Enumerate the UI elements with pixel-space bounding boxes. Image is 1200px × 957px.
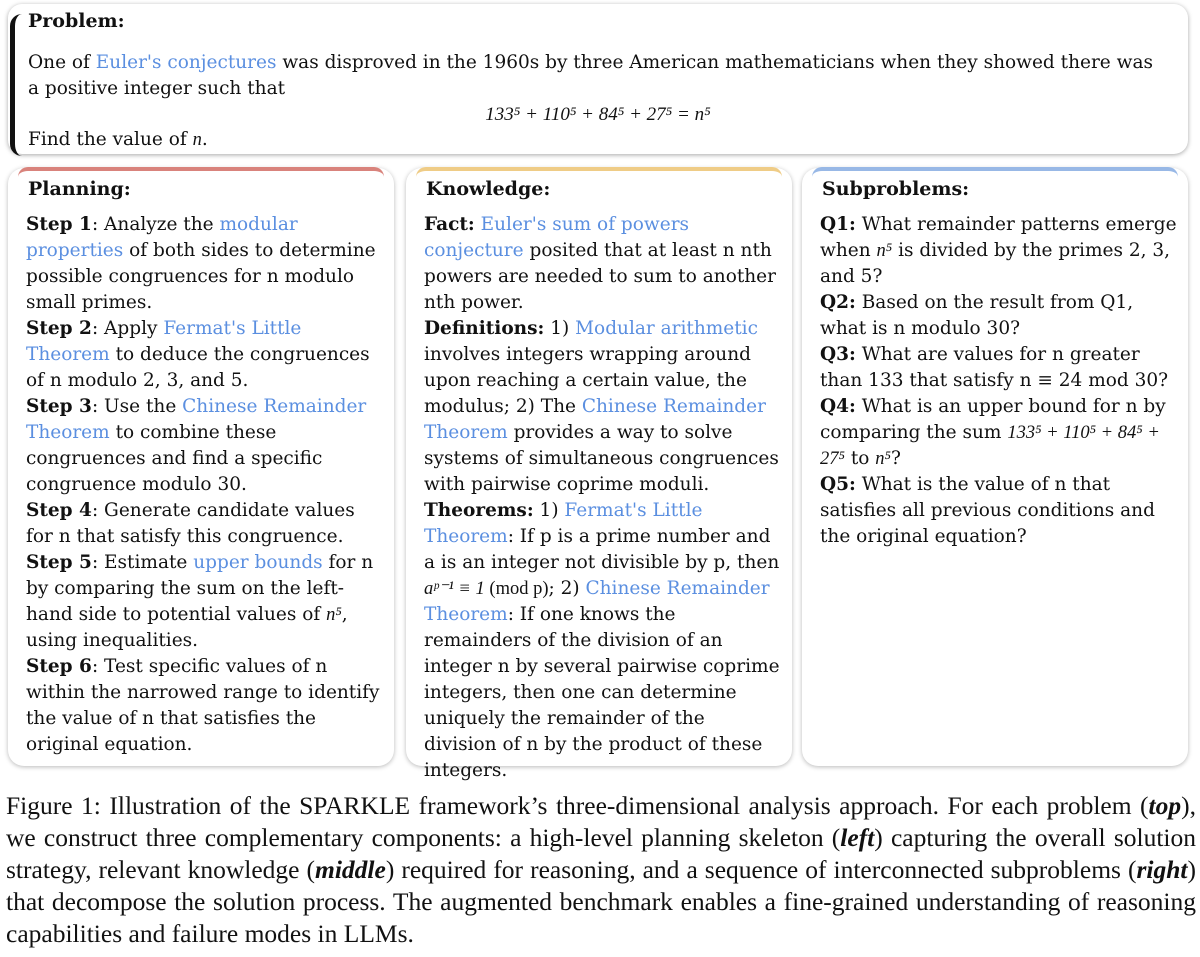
step-text: , using inequalities. xyxy=(26,604,348,651)
find-var: n xyxy=(192,130,202,150)
caption-text: Figure 1: Illustration of the SPARKLE framework’s three-dimensional analysis approach. For each problem ( xyxy=(6,791,1149,820)
problem-title: Problem: xyxy=(28,10,125,32)
thm-link: Fermat's Little Theorem xyxy=(424,500,703,547)
step-label: Step 5 xyxy=(26,552,92,573)
step-6 xyxy=(26,654,384,758)
thm-text: : If p is a prime number and a is an integer not divisible by p, then xyxy=(424,526,780,573)
caption-em-top: top xyxy=(1148,791,1182,820)
step-link: modular properties xyxy=(26,214,298,261)
defs-num: 1) xyxy=(544,318,576,339)
problem-bracket xyxy=(10,14,22,156)
step-2 xyxy=(26,316,384,394)
planning-accent xyxy=(18,167,384,177)
knowledge-definitions xyxy=(424,316,782,498)
subproblem-q1 xyxy=(820,212,1178,290)
knowledge-title: Knowledge: xyxy=(426,178,551,200)
step-4 xyxy=(26,498,384,550)
thm-mod: (mod p) xyxy=(484,579,549,599)
thm-label: Theorems: xyxy=(424,500,534,521)
q-label: Q2: xyxy=(820,292,856,313)
caption-text: ) capturing the overall solution strategy, relevant knowledge ( xyxy=(6,823,1196,884)
thm-text: : If one knows the remainders of the division of an integer n by several pairwise coprime integers, then one can determine uniquely the remainder of the division of n by the product of these integers. xyxy=(424,604,780,781)
step-text: : Estimate xyxy=(91,552,194,573)
step-label: Step 2 xyxy=(26,318,92,339)
q-label: Q3: xyxy=(820,344,856,365)
problem-equation: 133⁵ + 110⁵ + 84⁵ + 27⁵ = n⁵ xyxy=(485,104,711,125)
subproblems-title: Subproblems: xyxy=(822,178,970,200)
problem-box xyxy=(8,4,1188,154)
thm-num: 1) xyxy=(533,500,565,521)
planning-title: Planning: xyxy=(28,178,131,200)
defs-label: Definitions: xyxy=(424,318,545,339)
step-label: Step 6 xyxy=(26,656,92,677)
step-link: Fermat's Little Theorem xyxy=(26,318,302,365)
fact-link: Euler's sum of powers conjecture xyxy=(424,214,690,261)
defs-text: involves integers wrapping around upon reaching a certain value, the modulus; 2) The xyxy=(424,344,751,417)
step-link: upper bounds xyxy=(193,552,323,573)
q-text: is divided by the primes 2, 3, and 5? xyxy=(820,240,1171,287)
q-label: Q1: xyxy=(820,214,856,235)
thm-math: aᵖ⁻¹ ≡ 1 xyxy=(424,579,485,599)
problem-text-cont: was disproved in the 1960s by three American mathematicians when they showed there was a positive integer such that xyxy=(28,52,1153,99)
knowledge-accent xyxy=(416,167,782,177)
fact-label: Fact: xyxy=(424,214,475,235)
caption-text: ) required for reasoning, and a sequence of interconnected subproblems ( xyxy=(385,855,1137,884)
q-math: 133⁵ + 110⁵ + 84⁵ + 27⁵ xyxy=(820,423,1160,469)
defs-link: Modular arithmetic xyxy=(575,318,758,339)
find-end: . xyxy=(201,129,208,150)
caption-em-left: left xyxy=(840,823,875,852)
knowledge-theorems xyxy=(424,498,782,784)
subproblems-body xyxy=(820,212,1178,550)
step-text: of both sides to determine possible congruences for n modulo small primes. xyxy=(26,240,376,313)
subproblem-q4 xyxy=(820,394,1178,472)
q-text: to xyxy=(844,448,876,469)
planning-panel xyxy=(8,168,394,766)
subproblem-q5 xyxy=(820,472,1178,550)
q-text: What are values for n greater than 133 that satisfy n ≡ 24 mod 30? xyxy=(820,344,1169,391)
q-label: Q4: xyxy=(820,396,856,417)
problem-text: One of xyxy=(28,52,96,73)
step-math: n⁵ xyxy=(326,605,342,625)
step-text: to deduce the congruences of n modulo 2, 3, and 5. xyxy=(26,344,370,391)
knowledge-fact xyxy=(424,212,782,316)
step-text: : Use the xyxy=(91,396,183,417)
subproblem-q2 xyxy=(820,290,1178,342)
step-text: to combine these congruences and find a specific congruence modulo 30. xyxy=(26,422,323,495)
caption-em-right: right xyxy=(1136,855,1188,884)
figure-caption xyxy=(6,790,1196,950)
knowledge-panel xyxy=(406,168,792,781)
caption-text: ), we construct three complementary components: a high-level planning skeleton ( xyxy=(6,791,1196,852)
step-1 xyxy=(26,212,384,316)
find-text: Find the value of xyxy=(28,129,193,150)
q-math: n⁵ xyxy=(876,241,893,261)
step-text: for n by comparing the sum on the left-hand side to potential values of xyxy=(26,552,374,625)
caption-text: ) that decompose the solution process. The augmented benchmark enables a fine-grained understanding of reasoning capabilities and failure modes in LLMs. xyxy=(6,855,1196,948)
defs-text: provides a way to solve systems of simultaneous congruences with pairwise coprime moduli. xyxy=(424,422,779,495)
planning-steps xyxy=(26,212,384,758)
step-text: : Generate candidate values for n that satisfy this congruence. xyxy=(26,500,355,547)
subproblem-q3 xyxy=(820,342,1178,394)
q-math: n⁵ xyxy=(875,449,891,469)
subproblems-panel xyxy=(802,168,1188,766)
q-label: Q5: xyxy=(820,474,856,495)
step-label: Step 4 xyxy=(26,500,92,521)
step-label: Step 1 xyxy=(26,214,92,235)
caption-em-middle: middle xyxy=(315,855,386,884)
step-text: : Test specific values of n within the narrowed range to identify the value of n that satisfies the original equation. xyxy=(26,656,380,755)
knowledge-body xyxy=(424,212,782,784)
fact-text: posited that at least n nth powers are needed to sum to another nth power. xyxy=(424,240,776,313)
problem-find xyxy=(28,129,208,151)
step-3 xyxy=(26,394,384,498)
step-link: Chinese Remainder Theorem xyxy=(26,396,367,443)
q-text: Based on the result from Q1, what is n modulo 30? xyxy=(820,292,1134,339)
problem-statement xyxy=(28,50,1168,102)
step-label: Step 3 xyxy=(26,396,92,417)
thm-link: Chinese Remainder Theorem xyxy=(424,578,770,625)
thm-num: ; 2) xyxy=(548,578,586,599)
step-5 xyxy=(26,550,384,654)
q-text: What is an upper bound for n by comparing the sum xyxy=(820,396,1166,443)
q-text: What is the value of n that satisfies all previous conditions and the original equation? xyxy=(820,474,1155,547)
step-text: : Analyze the xyxy=(91,214,220,235)
q-text: ? xyxy=(890,448,901,469)
problem-link-euler: Euler's conjectures xyxy=(95,52,277,73)
defs-link: Chinese Remainder Theorem xyxy=(424,396,766,443)
subproblems-accent xyxy=(812,167,1178,177)
q-text: What remainder patterns emerge when xyxy=(820,214,1177,261)
step-text: : Apply xyxy=(91,318,164,339)
